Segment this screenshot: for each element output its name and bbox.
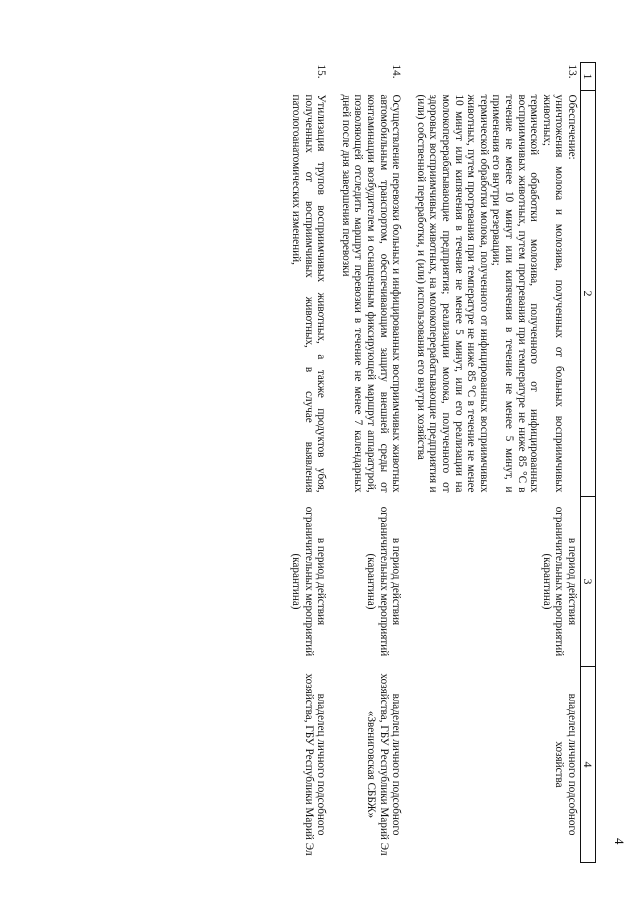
description-line: Осуществление перевозки больных и инфицированных восприимчивых животных автомобильным транспортом, обеспечивающим защиту внешней среды от контаминации возбудителем и оснащенным фиксирующей маршрут аппаратурой, позволяющей отследить маршрут перевозки в течение не менее 7 календарных дней после дня завершения перевозки (339, 94, 403, 493)
row-description (404, 91, 580, 497)
table-row (290, 63, 330, 863)
row-responsible: владелец личного подсобного хозяйства, ГБУ Республики Марий Эл (302, 673, 328, 856)
table-row (329, 63, 404, 863)
description-line: термической обработки молока, полученного от инфицированных восприимчивых животных, путем прогревания при температуре не ниже 85 °С в течение не менее 10 минут или кипячения в течение не менее 5 минут, или его реализации на молокоперерабатывающие предприятия; реализации молока, полученного от здоровых восприимчивых животных, на молокоперерабатывающие предприятия и (или) собственной переработки, и (или) использования его внутри хозяйства (414, 94, 490, 493)
row-number: 15. (315, 64, 328, 79)
table-row (404, 63, 580, 863)
page-number: 4 (612, 838, 627, 845)
row-description (290, 91, 330, 497)
description-line: термической обработки молозива, полученного от инфицированных восприимчивых животных, путем прогревания при температуре не ниже 85 °С в течение не менее 10 минут или кипячения в течение не менее 5 минут, и применения его внутри резервации; (490, 94, 541, 493)
column-header-1: 1 (581, 63, 596, 91)
column-header-4: 4 (581, 667, 596, 863)
measures-table (290, 62, 596, 863)
row-period: в период действия ограничительных мероприятий (карантина) (365, 506, 403, 657)
row-responsible: владелец личного подсобного хозяйства, ГБУ Республики Марий Эл «Звениговская СББЖ» (365, 673, 403, 856)
description-line: Утилизация трупов восприимчивых животных, а также продуктов убоя, полученных от восприимчивых животных, в случае выявления патологоанатомических изменений, (290, 94, 328, 493)
row-period: в период действия ограничительных мероприятий (карантина) (540, 506, 578, 657)
description-line: уничтожения молока и молозива, полученных от больных восприимчивых животных; (540, 94, 566, 493)
row-number: 14. (390, 64, 403, 79)
row-number: 13. (566, 64, 578, 79)
description-line: Обеспечение: (566, 94, 578, 160)
row-responsible: владелец личного подсобного хозяйства (553, 693, 578, 836)
row-period: в период действия ограничительных мероприятий (карантина) (290, 506, 328, 657)
column-header-3: 3 (581, 497, 596, 667)
column-header-2: 2 (581, 91, 596, 497)
table-header-row (581, 63, 596, 863)
row-description (329, 91, 404, 497)
